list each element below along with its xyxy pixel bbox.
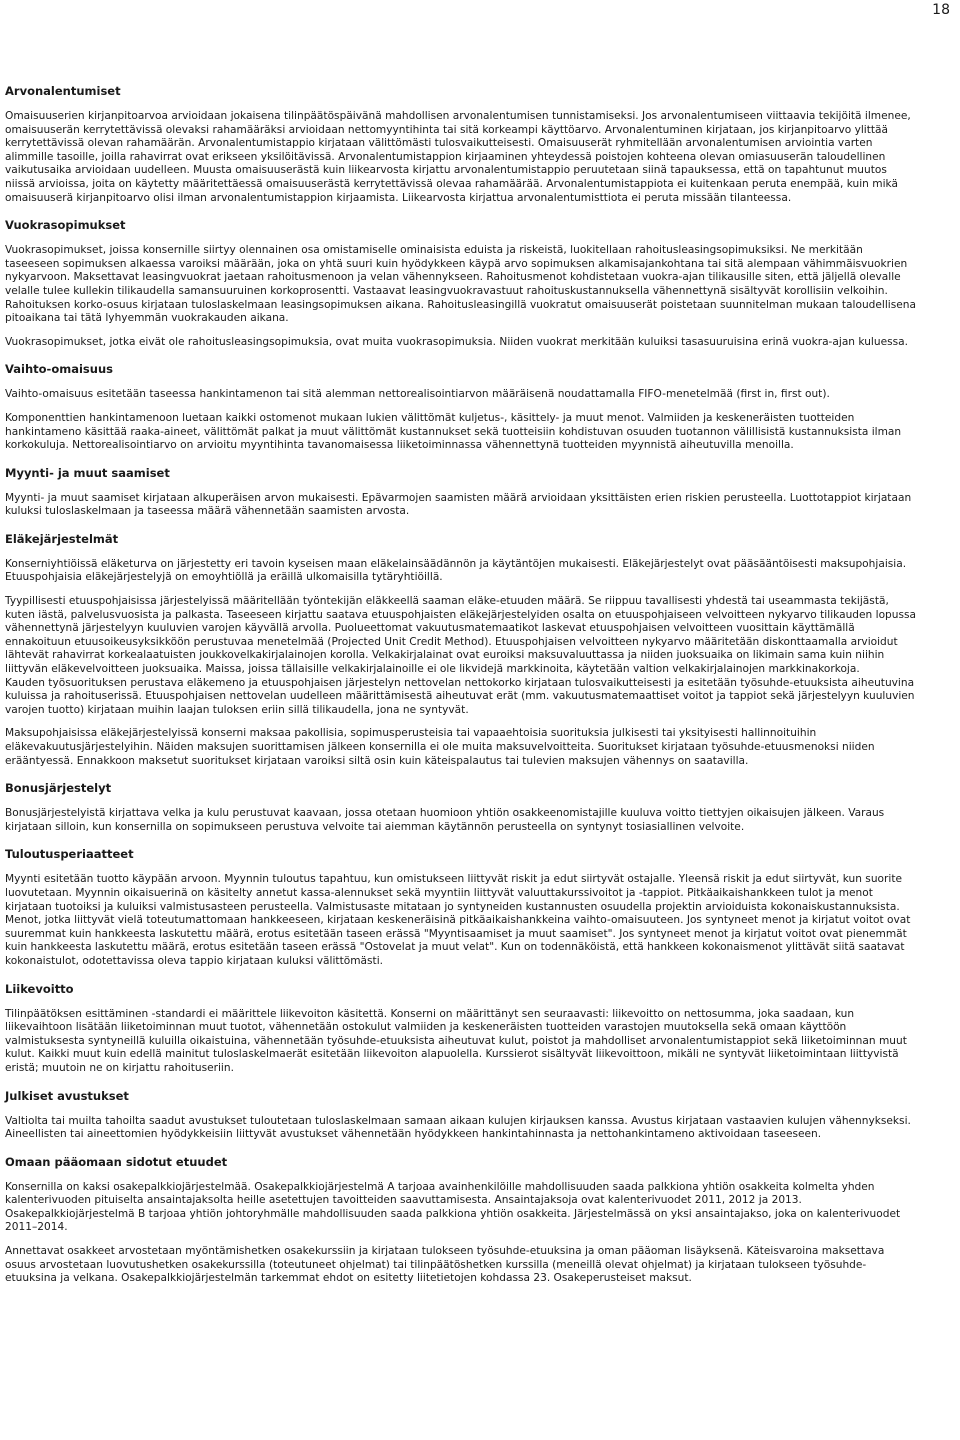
paragraph: Kauden työsuorituksen perustava eläkemeno ja etuuspohjaisen järjestelyn nettovelan nettokorko kirjataan tulosvaikutteisesti ja esitetään työsuhde-etuuksista aiheutuvina kuluissa ja rahoituserissä. Etuuspohjaisen nettovelan uudelleen määrittämisestä aiheutuvat erät (mm. vakuutusmatemaattiset voitot ja tappiot sekä järjestelyyn kuuluvien varojen tuotto) kirjataan muihin laajan tuloksen eriin sillä tilikaudella, jona ne syntyvät. [5, 676, 915, 716]
section-myynti-saamiset [5, 467, 917, 519]
paragraph: Annettavat osakkeet arvostetaan myöntämishetken osakekurssiin ja kirjataan tulokseen työsuhde-etuuksina ja oman pääoman lisäyksenä. Käteisvaroina maksettava osuus arvostetaan luovutushetken osakekurssilla (toteutuneet ohjelmat) tai tilinpäätöshetken kurssilla (meneillä olevat ohjelmat) ja kirjataan tulokseen työsuhde-etuuksina ja velkana. Osakepalkkiojärjestelmän tarkemmat ehdot on esitetty liitetietojen kohdassa 23. Osakeperusteiset maksut. [5, 1245, 885, 1285]
page-number: 18 [932, 2, 950, 18]
paragraph: Myynti- ja muut saamiset kirjataan alkuperäisen arvon mukaisesti. Epävarmojen saamisten määrä arvioidaan yksittäisten erien riskien perusteella. Luottotappiot kirjataan kuluksi tuloslaskelmaan ja taseessa määrä vähennetään saamisten arvosta. [5, 491, 912, 518]
section-heading: Liikevoitto [5, 981, 74, 996]
section-heading: Julkiset avustukset [5, 1088, 129, 1103]
section-tuloutusperiaatteet [5, 848, 917, 968]
paragraph: Omaisuuserien kirjanpitoarvoa arvioidaan jokaisena tilinpäätöspäivänä mahdollisen arvonalentumisen tunnistamiseksi. Jos arvonalentumiseen viittaavia tekijöitä ilmenee, omaisuuserän kerrytettävissä olevaksi rahamääräksi arvioidaan nettomyyntihinta tai sitä korkeampi käyttöarvo. Arvonalentuminen kirjataan, jos kirjanpitoarvo ylittää kerrytettävissä olevan rahamäärän. Arvonalentumistappio kirjataan välittömästi tulosvaikutteisesti. Omaisuuserät ryhmitellään arvonalentumisen arviointia varten alimmille tasoille, joilla rahavirrat ovat erikseen yksilöitävissä. Arvonalentumistappion kirjaaminen yhteydessä poistojen kohteena olevan omiasuuserän taloudellinen vaikutusaika arvioidaan uudelleen. Muusta omaisuuserästä kuin liikearvosta kirjattu arvonalentumistappio peruutetaan siinä tapauksessa, että on tapahtunut muutos niissä arvioissa, joita on käytetty määritettäessä omaisuuserästä kerrytettävissä olevaa rahamäärää. Arvonalentumistappiota ei kuitenkaan peruta enempää, kuin mikä omaisuuserä kirjanpitoarvo olisi ilman arvonalentumistappion kirjaamista. Liikearvosta kirjattua arvonalentumisttiota ei peruta missään tilanteessa. [5, 110, 911, 204]
section-vuokrasopimukset [5, 219, 917, 349]
section-heading: Eläkejärjestelmät [5, 531, 119, 546]
section-omaan-paaomaan-sidotut-etuudet [5, 1156, 917, 1286]
section-heading: Bonusjärjestelyt [5, 781, 112, 796]
document-body [5, 85, 917, 1300]
paragraph: Vuokrasopimukset, jotka eivät ole rahoitusleasingsopimuksia, ovat muita vuokrasopimuksia. Niiden vuokrat merkitään kuluiksi tasasuuruisina erinä vuokra-ajan kuluessa. [5, 335, 908, 348]
paragraph: Konsernilla on kaksi osakepalkkiojärjestelmää. Osakepalkkiojärjestelmä A tarjoaa avainhenkilöille mahdollisuuden saada palkkiona yhtiön osakkeita kolmelta yhden kalenterivuoden pituiselta ansaintajaksolta heille asetettujen tavoitteiden saavuttamisesta. Ansaintajaksoja ovat kalenterivuodet 2011, 2012 ja 2013. Osakepalkkiojärjestelmä B tarjoaa yhtiön johtoryhmälle mahdollisuuden saada palkkiona yhtiön osakkeita. Järjestelmässä on yksi ansaintajakso, joka on kalenterivuodet 2011–2014. [5, 1180, 901, 1234]
paragraph: Komponenttien hankintamenoon luetaan kaikki ostomenot mukaan lukien välittömät kuljetus-, käsittely- ja muut menot. Valmiiden ja keskeneräisten tuotteiden hankintameno käsittää raaka-aineet, välittömät palkat ja muut välittömät kustannukset sekä tuotteisiin kohdistuvan osuuden tuotannon välillisistä kustannuksista ilman korkokuluja. Nettorealisointiarvo on arvioitu myyntihinta tavanomaisessa liiketoiminnassa vähennettynä tuotteiden myynnistä aiheutuvilla menoilla. [5, 411, 902, 452]
section-bonusjarjestelyt [5, 782, 917, 834]
section-heading: Arvonalentumiset [5, 84, 121, 98]
section-heading: Omaan pääomaan sidotut etuudet [5, 1154, 228, 1169]
section-heading: Tuloutusperiaatteet [5, 847, 134, 862]
section-heading: Vuokrasopimukset [5, 218, 126, 233]
paragraph: Konserniyhtiöissä eläketurva on järjestetty eri tavoin kyseisen maan eläkelainsäädännön ja käytäntöjen mukaisesti. Eläkejärjestelyt ovat pääsääntöisesti maksupohjaisia. Etuuspohjaisia eläkejärjestelyjä on emoyhtiöllä ja eräillä ulkomaisilla tytäryhtiöillä. [5, 557, 907, 584]
section-arvonalentumiset [5, 85, 917, 205]
paragraph: Vaihto-omaisuus esitetään taseessa hankintamenon tai sitä alemman nettorealisointiarvon määräisenä noudattamalla FIFO-menetelmää (first in, first out). [5, 388, 830, 401]
paragraph: Tyypillisesti etuuspohjaisissa järjestelyissä määritellään työntekijän eläkkeellä saaman eläke-etuuden määrä. Se riippuu tavallisesti yhdestä tai useammasta tekijästä, kuten iästä, palvelusvuosista ja palkasta. Taseeseen kirjattu saatava etuuspohjaisten eläkejärjestelyiden osalta on etuuspohjaiseen velvoitteen nykyarvo tilikauden lopussa vähennettynä järjestelyyn kuuluvien varojen käyvällä arvolla. Puolueettomat vakuutusmatemaatikot laskevat etuuspohjaisen velvoitteen vuosittain käyttämällä ennakoituun etuusoikeusyksikköön perustuvaa menetelmää (Projected Unit Credit Method). Etuuspohjaisen velvoitteen nykyarvo määritetään diskonttaamalla arvioidut lähtevät rahavirrat korkealaatuisten joukkovelkakirjalainojen korolla. Velkakirjalainat ovat euroiksi maksuvaluuttassa ja niiden juoksuaika on likimain sama kuin niihin liittyvän eläkevelvoitteen juoksuaika. Maissa, joissa tällaisille velkakirjalainoille ei ole likvidejä markkinoita, käytetään valtion velkakirjalainojen markkinakorkoja. [5, 595, 917, 676]
section-vaihto-omaisuus [5, 363, 917, 452]
paragraph: Vuokrasopimukset, joissa konsernille siirtyy olennainen osa omistamiselle ominaisista eduista ja riskeistä, luokitellaan rahoitusleasingsopimuksiksi. Ne merkitään taseeseen sopimuksen alkaessa varoiksi määrään, joka on yhtä suuri kuin hyödykkeen käypä arvo sopimuksen alkamisajankohtana tai sitä alempaan vähimmäisvuokrien nykyarvoon. Maksettavat leasingvuokrat jaetaan rahoitusmenoon ja velan vähennykseen. Rahoitusmenot kohdistetaan vuokra-ajan tilikausille siten, että jäljellä olevalle velalle tulee kullekin tilikaudella samansuuruinen korkoprosentti. Vastaavat leasingvuokravastuut rahoituskustannuksella vähennettynä sisältyvät korollisiin velkoihin. Rahoituksen korko-osuus kirjataan tuloslaskelmaan leasingsopimuksen aikana. Rahoitusleasingillä vuokratut omaisuuserät poistetaan suunnitelman mukaan taloudellisena pitoaikana tai tätä lyhyemmän vuokrakauden aikana. [5, 244, 916, 325]
paragraph: Maksupohjaisissa eläkejärjestelyissä konserni maksaa pakollisia, sopimusperusteisia tai vapaaehtoisia suorituksia julkisesti tai yksityisesti hallinnoituihin eläkevakuutusjärjestelyihin. Näiden maksujen suorittamisen jälkeen konsernilla ei ole muita maksuvelvoitteita. Suoritukset kirjataan työsuhde-etuusmenoksi niiden erääntyessä. Ennakkoon maksetut suoritukset kirjataan varoiksi siltä osin kuin käteispalautus tai tulevien maksujen vähennys on saatavilla. [5, 727, 875, 767]
section-heading: Vaihto-omaisuus [5, 362, 113, 377]
paragraph: Bonusjärjestelyistä kirjattava velka ja kulu perustuvat kaavaan, jossa otetaan huomioon yhtiön osakkeenomistajille kuuluva voitto tiettyjen oikaisujen jälkeen. Varaus kirjataan silloin, kun konsernilla on sopimukseen perustuva velvoite tai aiemman käytännön perusteella on syntynyt tosiasiallinen velvoite. [5, 807, 885, 833]
paragraph: Valtiolta tai muilta tahoilta saadut avustukset tuloutetaan tuloslaskelmaan samaan aikaan kulujen kirjauksen kanssa. Avustus kirjataan vastaavien kulujen vähennykseksi. Aineellisten tai aineettomien hyödykkeisiin liittyvät avustukset vähennetään hyödykkeen hankintahinnasta ja nettohankintameno aktivoidaan taseeseen. [5, 1114, 911, 1141]
section-elakejarjestelmat [5, 533, 917, 768]
section-julkiset-avustukset [5, 1090, 917, 1142]
paragraph: Tilinpäätöksen esittäminen -standardi ei määrittele liikevoiton käsitettä. Konserni on määrittänyt sen seuraavasti: liikevoitto on nettosumma, joka saadaan, kun liikevaihtoon lisätään liiketoiminnan muut tuotot, vähennetään ostokulut valmiiden ja keskeneräisten tuotteiden varastojen muutoksella sekä omaan käyttöön valmistuksesta syntyneillä kuluilla oikaistuina, vähennetään työsuhde-etuuksista aiheutuvat kulut, poistot ja mahdolliset arvonalentumistappiot sekä liiketoiminnan muut kulut. Kaikki muut kuin edellä mainitut tuloslaskelmaerät esitetään liikevoiton alapuolella. Kurssierot sisältyvät liikevoittoon, mikäli ne syntyvät liiketoimintaan liittyvistä eristä; muutoin ne on kirjattu rahoituseriin. [5, 1007, 907, 1074]
section-liikevoitto [5, 983, 917, 1076]
paragraph: Myynti esitetään tuotto käypään arvoon. Myynnin tuloutus tapahtuu, kun omistukseen liittyvät riskit ja edut siirtyvät ostajalle. Yleensä riskit ja edut siirtyvät, kun suorite luovutetaan. Myynnin oikaisuerinä on käsitelty annetut kassa-alennukset sekä myyntiin liittyvät valuuttakurssivoitot ja -tappiot. Pitkäaikaishankkeen tulot ja menot kirjataan tuotoiksi ja kuluiksi valmistusasteen perusteella. Valmistusaste mitataan jo syntyneiden kustannusten osuudella projektin arvioiduista kokonaiskustannuksista. Menot, jotka liittyvät vielä toteutumattomaan hankkeeseen, kirjataan keskeneräisinä pitkäaikaishankkeina vaihto-omaisuuteen. Jos syntyneet menot ja kirjatut voitot ovat suuremmat kuin hankkeesta laskutettu määrä, erotus esitetään taseen erässä "Myyntisaamiset ja muut saamiset". Jos syntyneet menot ja kirjatut voitot ovat pienemmät kuin hankkeesta laskutettu määrä, erotus esitetään taseen erässä "Ostovelat ja muut velat". Kun on todennäköistä, että hankkeen kokonaismenot ylittävät siitä saatavat kokonaistulot, odotettavissa oleva tappio kirjataan kuluksi välittömästi. [5, 873, 911, 967]
section-heading: Myynti- ja muut saamiset [5, 465, 170, 480]
